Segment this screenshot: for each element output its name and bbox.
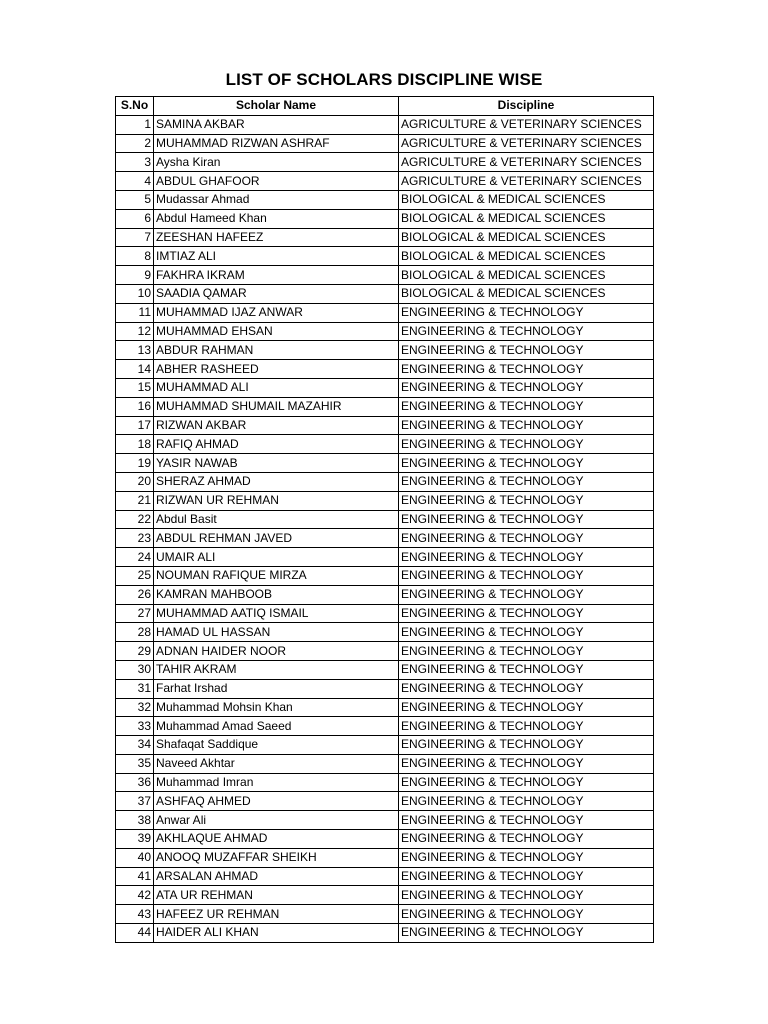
discipline-cell: BIOLOGICAL & MEDICAL SCIENCES (399, 284, 654, 303)
serial-number-cell: 19 (116, 454, 154, 473)
table-row (116, 717, 654, 736)
discipline-cell: ENGINEERING & TECHNOLOGY (399, 811, 654, 830)
table-row (116, 886, 654, 905)
serial-number-cell: 34 (116, 736, 154, 755)
column-header-scholar-name: Scholar Name (154, 97, 399, 116)
serial-number-cell: 3 (116, 153, 154, 172)
scholar-name-cell: MUHAMMAD EHSAN (154, 322, 399, 341)
table-row (116, 209, 654, 228)
table-body (116, 115, 654, 942)
table-row (116, 548, 654, 567)
column-header-sno: S.No (116, 97, 154, 116)
serial-number-cell: 9 (116, 266, 154, 285)
table-row (116, 491, 654, 510)
discipline-cell: ENGINEERING & TECHNOLOGY (399, 830, 654, 849)
table-row (116, 454, 654, 473)
table-row (116, 905, 654, 924)
table-row (116, 529, 654, 548)
scholar-name-cell: MUHAMMAD ALI (154, 378, 399, 397)
serial-number-cell: 11 (116, 303, 154, 322)
header-row (116, 97, 654, 116)
table-row (116, 924, 654, 943)
discipline-cell: ENGINEERING & TECHNOLOGY (399, 510, 654, 529)
scholar-name-cell: IMTIAZ ALI (154, 247, 399, 266)
discipline-cell: ENGINEERING & TECHNOLOGY (399, 679, 654, 698)
serial-number-cell: 14 (116, 360, 154, 379)
scholar-name-cell: Farhat Irshad (154, 679, 399, 698)
scholar-name-cell: Abdul Hameed Khan (154, 209, 399, 228)
table-row (116, 190, 654, 209)
serial-number-cell: 10 (116, 284, 154, 303)
serial-number-cell: 32 (116, 698, 154, 717)
serial-number-cell: 33 (116, 717, 154, 736)
discipline-cell: ENGINEERING & TECHNOLOGY (399, 773, 654, 792)
table-header (116, 97, 654, 116)
scholar-name-cell: Naveed Akhtar (154, 754, 399, 773)
table-row (116, 604, 654, 623)
serial-number-cell: 25 (116, 566, 154, 585)
discipline-cell: ENGINEERING & TECHNOLOGY (399, 435, 654, 454)
table-row (116, 848, 654, 867)
scholar-name-cell: ADNAN HAIDER NOOR (154, 642, 399, 661)
scholar-name-cell: MUHAMMAD AATIQ ISMAIL (154, 604, 399, 623)
table-row (116, 115, 654, 134)
scholar-name-cell: ABDUL REHMAN JAVED (154, 529, 399, 548)
scholar-name-cell: ANOOQ MUZAFFAR SHEIKH (154, 848, 399, 867)
table-row (116, 773, 654, 792)
table-row (116, 172, 654, 191)
serial-number-cell: 38 (116, 811, 154, 830)
serial-number-cell: 26 (116, 585, 154, 604)
serial-number-cell: 7 (116, 228, 154, 247)
scholar-name-cell: Mudassar Ahmad (154, 190, 399, 209)
scholar-name-cell: Muhammad Imran (154, 773, 399, 792)
discipline-cell: ENGINEERING & TECHNOLOGY (399, 303, 654, 322)
scholar-name-cell: TAHIR AKRAM (154, 660, 399, 679)
scholar-name-cell: ABDUR RAHMAN (154, 341, 399, 360)
scholar-name-cell: ARSALAN AHMAD (154, 867, 399, 886)
table-row (116, 228, 654, 247)
discipline-cell: ENGINEERING & TECHNOLOGY (399, 754, 654, 773)
table-row (116, 322, 654, 341)
serial-number-cell: 23 (116, 529, 154, 548)
discipline-cell: ENGINEERING & TECHNOLOGY (399, 867, 654, 886)
table-row (116, 284, 654, 303)
serial-number-cell: 30 (116, 660, 154, 679)
discipline-cell: AGRICULTURE & VETERINARY SCIENCES (399, 134, 654, 153)
scholar-name-cell: Shafaqat Saddique (154, 736, 399, 755)
discipline-cell: ENGINEERING & TECHNOLOGY (399, 397, 654, 416)
scholar-name-cell: UMAIR ALI (154, 548, 399, 567)
serial-number-cell: 40 (116, 848, 154, 867)
table-row (116, 566, 654, 585)
scholar-name-cell: RIZWAN UR REHMAN (154, 491, 399, 510)
table-row (116, 754, 654, 773)
scholar-name-cell: MUHAMMAD SHUMAIL MAZAHIR (154, 397, 399, 416)
table-row (116, 416, 654, 435)
scholar-name-cell: SAADIA QAMAR (154, 284, 399, 303)
table-row (116, 660, 654, 679)
serial-number-cell: 17 (116, 416, 154, 435)
serial-number-cell: 18 (116, 435, 154, 454)
scholar-name-cell: AKHLAQUE AHMAD (154, 830, 399, 849)
serial-number-cell: 22 (116, 510, 154, 529)
table-row (116, 679, 654, 698)
discipline-cell: BIOLOGICAL & MEDICAL SCIENCES (399, 247, 654, 266)
discipline-cell: ENGINEERING & TECHNOLOGY (399, 566, 654, 585)
discipline-cell: BIOLOGICAL & MEDICAL SCIENCES (399, 228, 654, 247)
scholar-name-cell: SHERAZ AHMAD (154, 472, 399, 491)
scholar-name-cell: NOUMAN RAFIQUE MIRZA (154, 566, 399, 585)
discipline-cell: AGRICULTURE & VETERINARY SCIENCES (399, 172, 654, 191)
serial-number-cell: 29 (116, 642, 154, 661)
table-row (116, 623, 654, 642)
scholar-name-cell: Anwar Ali (154, 811, 399, 830)
table-row (116, 585, 654, 604)
scholar-name-cell: KAMRAN MAHBOOB (154, 585, 399, 604)
scholar-name-cell: MUHAMMAD RIZWAN ASHRAF (154, 134, 399, 153)
serial-number-cell: 36 (116, 773, 154, 792)
table-row (116, 303, 654, 322)
serial-number-cell: 6 (116, 209, 154, 228)
scholar-name-cell: RAFIQ AHMAD (154, 435, 399, 454)
table-row (116, 510, 654, 529)
serial-number-cell: 4 (116, 172, 154, 191)
discipline-cell: ENGINEERING & TECHNOLOGY (399, 378, 654, 397)
scholar-name-cell: HAIDER ALI KHAN (154, 924, 399, 943)
discipline-cell: ENGINEERING & TECHNOLOGY (399, 585, 654, 604)
serial-number-cell: 21 (116, 491, 154, 510)
discipline-cell: ENGINEERING & TECHNOLOGY (399, 548, 654, 567)
table-row (116, 736, 654, 755)
scholar-name-cell: HAMAD UL HASSAN (154, 623, 399, 642)
table-row (116, 397, 654, 416)
table-row (116, 247, 654, 266)
table-row (116, 642, 654, 661)
serial-number-cell: 31 (116, 679, 154, 698)
discipline-cell: BIOLOGICAL & MEDICAL SCIENCES (399, 266, 654, 285)
discipline-cell: ENGINEERING & TECHNOLOGY (399, 454, 654, 473)
scholar-name-cell: YASIR NAWAB (154, 454, 399, 473)
discipline-cell: ENGINEERING & TECHNOLOGY (399, 717, 654, 736)
table-row (116, 830, 654, 849)
table-row (116, 378, 654, 397)
discipline-cell: ENGINEERING & TECHNOLOGY (399, 472, 654, 491)
scholar-name-cell: ASHFAQ AHMED (154, 792, 399, 811)
serial-number-cell: 28 (116, 623, 154, 642)
table-row (116, 472, 654, 491)
scholar-name-cell: RIZWAN AKBAR (154, 416, 399, 435)
discipline-cell: ENGINEERING & TECHNOLOGY (399, 604, 654, 623)
serial-number-cell: 2 (116, 134, 154, 153)
scholar-name-cell: Muhammad Amad Saeed (154, 717, 399, 736)
discipline-cell: ENGINEERING & TECHNOLOGY (399, 792, 654, 811)
table-row (116, 698, 654, 717)
discipline-cell: ENGINEERING & TECHNOLOGY (399, 529, 654, 548)
serial-number-cell: 43 (116, 905, 154, 924)
serial-number-cell: 16 (116, 397, 154, 416)
scholar-name-cell: HAFEEZ UR REHMAN (154, 905, 399, 924)
column-header-discipline: Discipline (399, 97, 654, 116)
serial-number-cell: 1 (116, 115, 154, 134)
discipline-cell: BIOLOGICAL & MEDICAL SCIENCES (399, 209, 654, 228)
serial-number-cell: 37 (116, 792, 154, 811)
serial-number-cell: 12 (116, 322, 154, 341)
serial-number-cell: 20 (116, 472, 154, 491)
discipline-cell: ENGINEERING & TECHNOLOGY (399, 924, 654, 943)
serial-number-cell: 27 (116, 604, 154, 623)
discipline-cell: ENGINEERING & TECHNOLOGY (399, 416, 654, 435)
serial-number-cell: 24 (116, 548, 154, 567)
discipline-cell: ENGINEERING & TECHNOLOGY (399, 660, 654, 679)
scholar-name-cell: MUHAMMAD IJAZ ANWAR (154, 303, 399, 322)
discipline-cell: ENGINEERING & TECHNOLOGY (399, 623, 654, 642)
table-row (116, 867, 654, 886)
scholar-name-cell: ZEESHAN HAFEEZ (154, 228, 399, 247)
table-row (116, 360, 654, 379)
discipline-cell: ENGINEERING & TECHNOLOGY (399, 905, 654, 924)
scholar-name-cell: FAKHRA IKRAM (154, 266, 399, 285)
serial-number-cell: 41 (116, 867, 154, 886)
table-row (116, 134, 654, 153)
serial-number-cell: 44 (116, 924, 154, 943)
discipline-cell: ENGINEERING & TECHNOLOGY (399, 491, 654, 510)
table-row (116, 266, 654, 285)
serial-number-cell: 15 (116, 378, 154, 397)
scholar-name-cell: ABHER RASHEED (154, 360, 399, 379)
scholar-name-cell: Muhammad Mohsin Khan (154, 698, 399, 717)
scholar-name-cell: Aysha Kiran (154, 153, 399, 172)
serial-number-cell: 35 (116, 754, 154, 773)
page-title: LIST OF SCHOLARS DISCIPLINE WISE (225, 70, 543, 89)
scholar-name-cell: ABDUL GHAFOOR (154, 172, 399, 191)
discipline-cell: ENGINEERING & TECHNOLOGY (399, 642, 654, 661)
scholar-name-cell: ATA UR REHMAN (154, 886, 399, 905)
table-row (116, 792, 654, 811)
serial-number-cell: 8 (116, 247, 154, 266)
discipline-cell: ENGINEERING & TECHNOLOGY (399, 848, 654, 867)
discipline-cell: ENGINEERING & TECHNOLOGY (399, 341, 654, 360)
serial-number-cell: 5 (116, 190, 154, 209)
discipline-cell: BIOLOGICAL & MEDICAL SCIENCES (399, 190, 654, 209)
discipline-cell: AGRICULTURE & VETERINARY SCIENCES (399, 153, 654, 172)
scholar-name-cell: SAMINA AKBAR (154, 115, 399, 134)
table-row (116, 341, 654, 360)
scholars-table (115, 96, 654, 943)
discipline-cell: ENGINEERING & TECHNOLOGY (399, 322, 654, 341)
scholar-name-cell: Abdul Basit (154, 510, 399, 529)
serial-number-cell: 42 (116, 886, 154, 905)
table-row (116, 811, 654, 830)
serial-number-cell: 13 (116, 341, 154, 360)
discipline-cell: ENGINEERING & TECHNOLOGY (399, 886, 654, 905)
table-row (116, 153, 654, 172)
discipline-cell: ENGINEERING & TECHNOLOGY (399, 736, 654, 755)
discipline-cell: ENGINEERING & TECHNOLOGY (399, 698, 654, 717)
table-row (116, 435, 654, 454)
discipline-cell: AGRICULTURE & VETERINARY SCIENCES (399, 115, 654, 134)
serial-number-cell: 39 (116, 830, 154, 849)
discipline-cell: ENGINEERING & TECHNOLOGY (399, 360, 654, 379)
